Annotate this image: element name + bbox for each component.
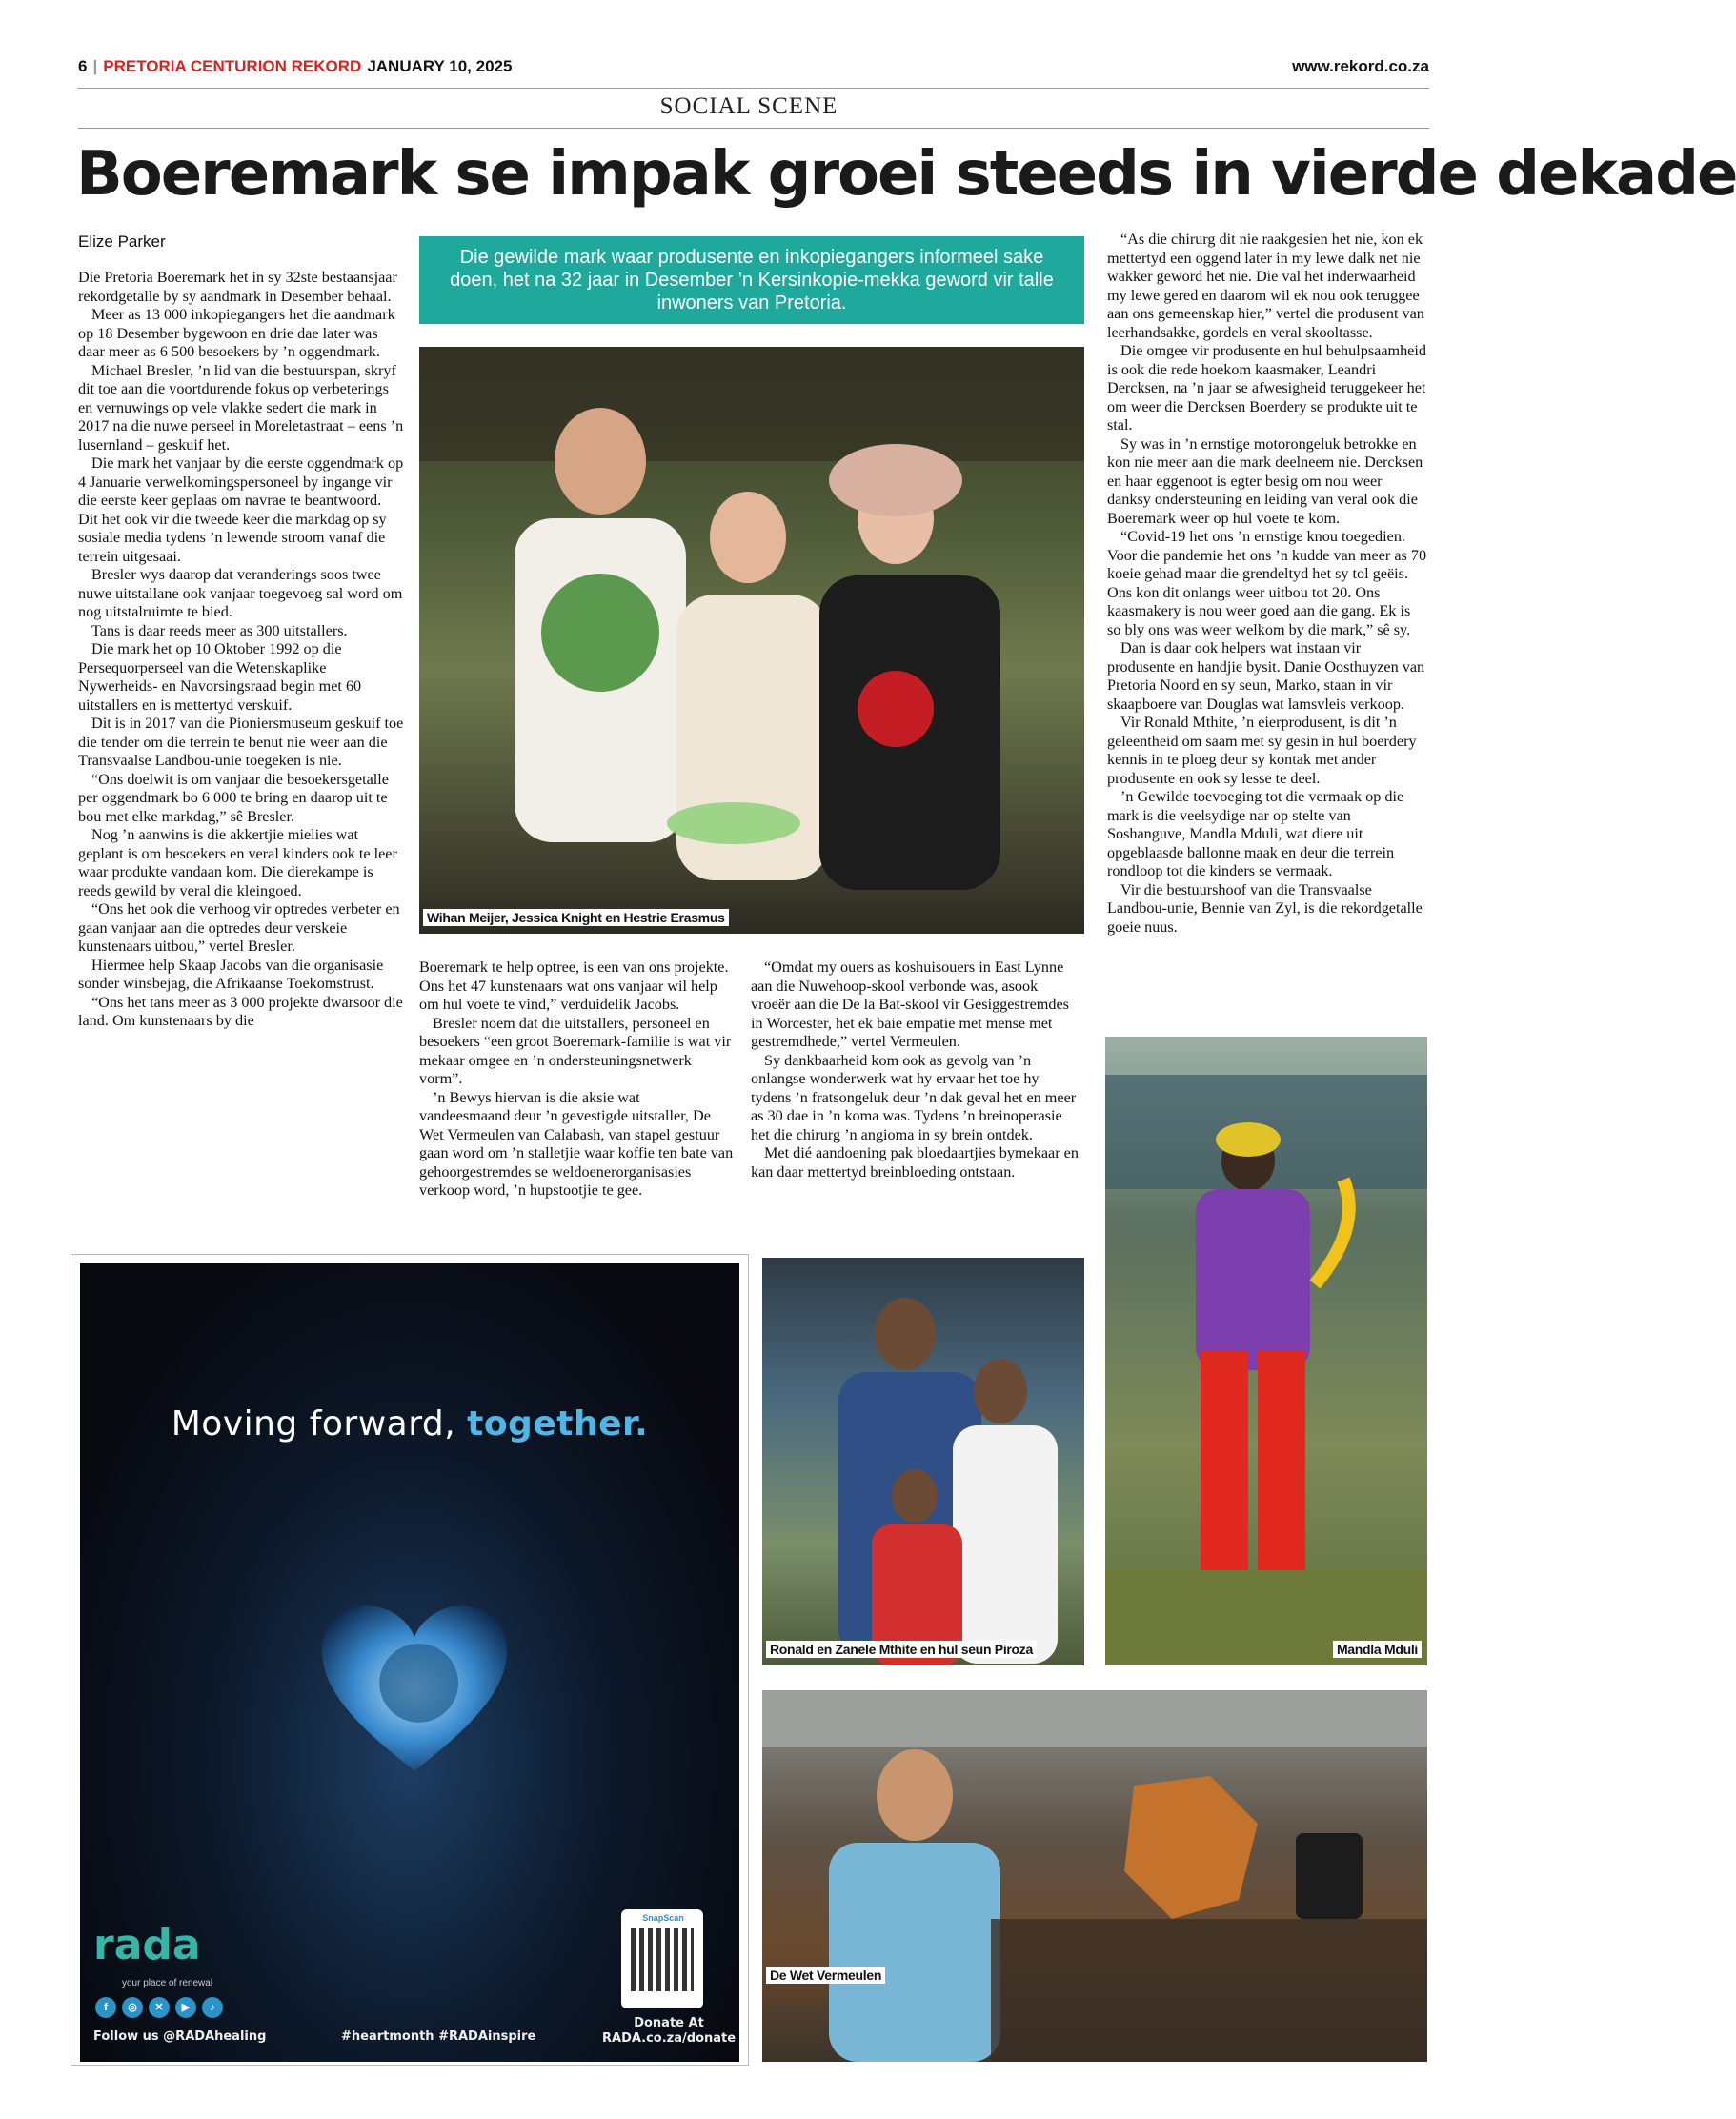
donate-line-1: Donate At <box>634 2016 704 2030</box>
advert-headline <box>80 1404 739 1443</box>
photo-caption: De Wet Vermeulen <box>766 1967 885 1984</box>
vendor-photo <box>762 1690 1427 2062</box>
paragraph: Met dié aandoening pak bloedaartjies bymekaar en kan daar mettertyd breinbloeding ontstaan. <box>751 1144 1079 1181</box>
headline: Boeremark se impak groei steeds in vierde dekade <box>76 139 1736 210</box>
paragraph: Vir die bestuurshoof van die Transvaalse Landbou-unie, Bennie van Zyl, is die rekordgetalle goeie nuus. <box>1107 880 1423 936</box>
issue-date: JANUARY 10, 2025 <box>367 57 513 75</box>
paragraph: Sy was in ’n ernstige motorongeluk betrokke en kon nie meer aan die mark deelneem nie. Dercksen en haar eggenoot is egter besig om nou weer danksy ondersteuning en leiding van veral ook die Boeremark weer op hul voete te kom. <box>1107 434 1423 527</box>
paragraph: Die mark het vanjaar by die eerste oggendmark op 4 Januarie verwelkomingspersoneel by ingange vir die eerste keer geplaas om navrae te beantwoord. Dit het ook vir die tweede keer die markdag op sy sosiale media tydens ’n lewende stroom vanaf die terrein uitgesaai. <box>78 454 404 565</box>
photo-caption: Mandla Mduli <box>1333 1641 1422 1658</box>
paragraph: Die mark het op 10 Oktober 1992 op die Persequorperseel van die Wetenskaplike Nywerheids- en Navorsingsraad begin met 60 uitstallers en is mettertyd verskuif. <box>78 640 362 714</box>
paragraph: Vir Ronald Mthite, ’n eierprodusent, is dit ’n geleentheid om saam met sy gesin in hul boerdery kennis in te ploeg deur sy kontak met ander produsente en ook sy lesse te deel. <box>1107 714 1417 787</box>
paragraph: Meer as 13 000 inkopiegangers het die aandmark op 18 Desember bygewoon en drie dae later was daar meer as 6 500 besoekers by ’n oggendmark. <box>78 306 395 360</box>
paragraph: “Ons het tans meer as 3 000 projekte dwarsoor die land. Om kunstenaars by die <box>78 993 403 1029</box>
paragraph: Dit is in 2017 van die Pioniersmuseum geskuif toe die tender om die terrein te benut nie weer aan die Transvaalse Landbou-unie toegeken is nie. <box>78 715 404 769</box>
snapscan-label: SnapScan <box>642 1913 684 1923</box>
social-icons <box>95 1997 223 2018</box>
page-number: 6 <box>78 57 88 75</box>
stilts-photo-illustration <box>1105 1037 1427 1665</box>
tiktok-icon[interactable]: ♪ <box>202 1997 223 2018</box>
photo-caption: Wihan Meijer, Jessica Knight en Hestrie Erasmus <box>423 909 729 926</box>
paragraph: “As die chirurg dit nie raakgesien het nie, kon ek mettertyd een oggend later in my lewe dalk net nie wakker geword het nie. Die val het inderwaarheid my lewe gered en daarom wil ek nou ook teruggee aan ons gemeenskap hier,” vertel die produsent van leerhandsakke, gordels en veral skooltasse. <box>1107 231 1424 341</box>
stilts-photo <box>1105 1037 1427 1665</box>
paragraph: “Ons het ook die verhoog vir optredes verbeter en gaan vanjaar aan die optredes deur verskeie kunstenaars uitbou,” vertel Bresler. <box>78 900 400 955</box>
paragraph: “Covid-19 het ons ’n ernstige knou toegedien. Voor die pandemie het ons ’n kudde van meer as 70 koeie gehad maar die grendeltyd het sy tol geëis. Ons kon dit onlangs weer uitbou tot 20. Ons kaasmakery is nou weer goed aan die gang. Ek is so bly ons was weer welkom by die mark,” sê sy. <box>1107 528 1427 638</box>
header-rule <box>78 88 1429 89</box>
paragraph: Boeremark te help optree, is een van ons projekte. Ons het 47 kunstenaars wat ons vanjaar wil help om hul voete te vind,” verduidelik Jacobs. <box>419 959 729 1013</box>
facebook-icon[interactable]: f <box>95 1997 116 2018</box>
rada-tagline: your place of renewal <box>122 1978 213 1988</box>
vendor-photo-illustration <box>762 1690 1427 2062</box>
hashtags: #heartmonth #RADAinspire <box>341 2029 536 2044</box>
folio-separator: | <box>92 57 98 75</box>
article-column-1 <box>78 269 404 1031</box>
section-title: SOCIAL SCENE <box>659 93 838 119</box>
main-photo-illustration <box>419 347 1084 934</box>
article-column-2 <box>419 959 734 1201</box>
donate-line-2: RADA.co.za/donate <box>602 2031 737 2046</box>
paragraph: Tans is daar reeds meer as 300 uitstallers. <box>91 621 348 639</box>
paragraph: “Ons doelwit is om vanjaar die besoekersgetalle per oggendmark bo 6 000 te bring en daarop uit te bou met elke markdag,” sê Bresler. <box>78 770 389 825</box>
rada-logo: rada <box>93 1921 201 1969</box>
glowing-heart-icon <box>305 1578 524 1797</box>
paragraph: Nog ’n aanwins is die akkertjie mielies wat geplant is om besoekers en veral kinders ook te leer waar produkte vandaan kom. Die dierekampe is reeds gewild by veral die kleingoed. <box>78 826 397 899</box>
advert-headline-accent: together. <box>467 1404 649 1443</box>
youtube-icon[interactable]: ▶ <box>175 1997 196 2018</box>
paragraph: ’n Bewys hiervan is die aksie wat vandeesmaand deur ’n gevestigde uitstaller, De Wet Vermeulen van Calabash, van stapel gestuur gaan word om ’n stalletjie waar koffie ten bate van gehoorgestremdes se weldoenerorganisasies verkoop word, ’n hupstootjie te gee. <box>419 1088 734 1199</box>
paragraph: Die omgee vir produsente en hul behulpsaamheid is ook die rede hoekom kaasmaker, Leandri Dercksen, na ’n jaar se afwesigheid teruggekeer het om weer die Dercksen Boerdery se produkte uit te stal. <box>1107 342 1426 434</box>
donate-text[interactable] <box>602 2016 736 2047</box>
byline: Elize Parker <box>78 232 166 251</box>
instagram-icon[interactable]: ◎ <box>122 1997 143 2018</box>
main-photo <box>419 347 1084 934</box>
photo-caption: Ronald en Zanele Mthite en hul seun Piroza <box>766 1641 1037 1658</box>
family-photo-illustration <box>762 1258 1084 1665</box>
paragraph: Michael Bresler, ’n lid van die bestuurspan, skryf dit toe aan die voortdurende fokus op verbeterings en vernuwings op vele vlakke sedert die mark in 2017 na die nuwe perseel in Moreletastraat – eens ’n lusernland – geskuif het. <box>78 361 404 454</box>
family-photo <box>762 1258 1084 1665</box>
folio-line <box>78 57 512 76</box>
advert-headline-main: Moving forward, <box>171 1404 468 1443</box>
website-link[interactable]: www.rekord.co.za <box>1292 57 1429 75</box>
x-icon[interactable]: ✕ <box>149 1997 170 2018</box>
paragraph: Dan is daar ook helpers wat instaan vir produsente en handjie bysit. Danie Oosthuyzen van Pretoria Noord en sy seun, Marko, staan in vir skaapboere van Douglas wat lamsvleis verkoop. <box>1107 639 1425 713</box>
section-rule <box>78 128 1429 129</box>
paragraph: “Omdat my ouers as koshuisouers in East Lynne aan die Nuwehoop-skool verbonde was, asook vroeër aan die De la Bat-skool vir Gesiggestremdes in Worcester, het ek baie empatie met mense met gestremdhede,” vertel Vermeulen. <box>751 959 1069 1050</box>
paragraph: Bresler wys daarop dat veranderings soos twee nuwe uitstallane ook vanjaar toegevoeg sal word om nog uitstalruimte te bied. <box>78 566 403 620</box>
paragraph: Die Pretoria Boeremark het in sy 32ste bestaansjaar rekordgetalle by sy aandmark in Desember behaal. <box>78 269 397 305</box>
publication-name: PRETORIA CENTURION REKORD <box>103 57 362 75</box>
paragraph: Bresler noem dat die uitstallers, personeel en besoekers “een groot Boeremark-familie is wat vir mekaar omgee en ’n ondersteuningsnetwerk vorm”. <box>419 1014 732 1087</box>
qr-code-icon <box>631 1928 694 1991</box>
follow-text: Follow us @RADAhealing <box>93 2029 267 2044</box>
article-column-3 <box>751 959 1080 1181</box>
paragraph: ’n Gewilde toevoeging tot die vermaak op die mark is die veelsydige nar op stelte van Soshanguve, Mandla Mduli, wat diere uit opgeblaasde ballonne maak en deur die terrein rondloop tot die kinders se vermaak. <box>1107 788 1404 879</box>
pull-quote: Die gewilde mark waar produsente en inkopiegangers informeel sake doen, het na 32 jaar in Desember ’n Kersinkopie-mekka geword vir talle inwoners van Pretoria. <box>419 236 1084 324</box>
paragraph: Hiermee help Skaap Jacobs van die organisasie sonder winsbejag, die Afrikaanse Toekomstrust. <box>78 956 384 992</box>
article-column-4 <box>1107 231 1427 937</box>
rada-advert[interactable] <box>80 1263 739 2062</box>
paragraph: Sy dankbaarheid kom ook as gevolg van ’n onlangse wonderwerk wat hy ervaar het toe hy tydens ’n fratsongeluk deur ’n dak geval het en meer as 30 dae in ’n koma was. Tydens ’n breinoperasie het die chirurg ’n angioma in sy brein ontdek. <box>751 1051 1077 1143</box>
